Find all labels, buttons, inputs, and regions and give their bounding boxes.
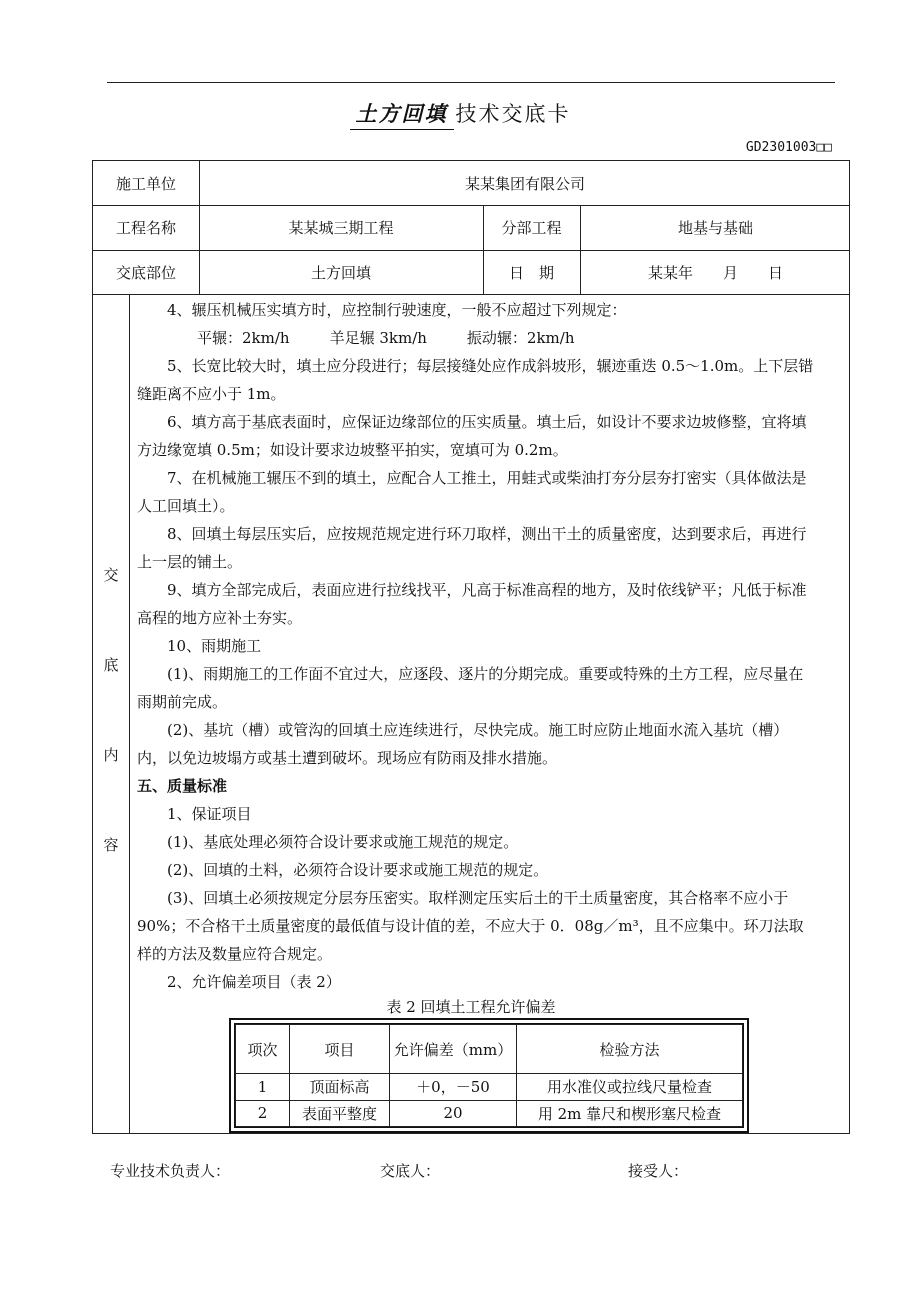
item-8: 8、回填土每层压实后，应按规范规定进行环刀取样，测出干土的质量密度，达到要求后，再进行上一层的铺土。 — [137, 525, 807, 571]
table-caption: 表 2 回填土工程允许偏差 — [386, 998, 556, 1016]
table-header-cell: 检验方法 — [517, 1025, 743, 1074]
unit-value: 某某集团有限公司 — [464, 174, 585, 193]
table-cell: 用 2m 靠尺和楔形塞尺检查 — [517, 1100, 743, 1127]
section-5-1-2: (2)、回填的土料，必须符合设计要求或施工规范的规定。 — [167, 861, 549, 879]
table-header-row — [236, 1025, 743, 1074]
side-char: 交 — [103, 566, 119, 584]
part-value: 土方回填 — [310, 263, 371, 282]
section-5-1: 1、保证项目 — [167, 805, 252, 823]
unit-label: 施工单位 — [115, 174, 176, 193]
tech-lead-signature: 专业技术负责人： — [110, 1162, 231, 1180]
table-row — [236, 1100, 743, 1127]
project-value: 某某城三期工程 — [288, 219, 394, 237]
sub-project-value: 地基与基础 — [677, 219, 753, 237]
table-cell: 用水准仪或拉线尺量检查 — [517, 1074, 743, 1101]
part-label: 交底部位 — [115, 263, 176, 282]
date-label: 日 期 — [508, 263, 554, 282]
section-5-1-1: (1)、基底处理必须符合设计要求或施工规范的规定。 — [167, 833, 519, 851]
side-char: 底 — [103, 656, 119, 674]
row-divider — [93, 294, 849, 295]
table-header-cell: 项目 — [290, 1025, 390, 1074]
sub-project-label: 分部工程 — [501, 219, 562, 237]
table-cell: 顶面标高 — [290, 1074, 390, 1101]
tolerance-table — [229, 1018, 749, 1133]
table-cell: 1 — [236, 1074, 290, 1101]
top-rule — [107, 82, 835, 83]
disclosure-content — [137, 296, 817, 996]
speed-vibratory-roller: 振动辗：2km/h — [466, 329, 575, 347]
table-row — [236, 1074, 743, 1101]
document-code: GD2301003□□ — [745, 140, 832, 155]
section-5-1-3: (3)、回填土必须按规定分层夯压密实。取样测定压实后土的干土质量密度，其合格率不应小于 90%；不合格干土质量密度的最低值与设计值的差，不应大于 0．08g／m³，且不应集中。环刀法取样的方法及数量应符合规定。 — [137, 889, 804, 963]
receiver-signature: 接受人： — [628, 1162, 689, 1180]
item-10-2: (2)、基坑（槽）或管沟的回填土应连续进行，尽快完成。施工时应防止地面水流入基坑（槽）内，以免边坡塌方或基土遭到破坏。现场应有防雨及排水措施。 — [137, 721, 789, 767]
title-subject: 土方回填 — [350, 98, 454, 130]
item-6: 6、填方高于基底表面时，应保证边缘部位的压实质量。填土后，如设计不要求边坡修整，宜将填方边缘宽填 0.5m；如设计要求边坡整平拍实，宽填可为 0.2m。 — [137, 413, 807, 459]
project-label: 工程名称 — [115, 219, 176, 237]
date-value: 某某年 月 日 — [647, 263, 783, 282]
section-5-2: 2、允许偏差项目（表 2） — [167, 973, 341, 991]
speed-sheepsfoot-roller: 羊足辗 3km/h — [329, 329, 427, 347]
side-char: 内 — [103, 746, 119, 764]
speed-flat-roller: 平辗：2km/h — [197, 329, 290, 347]
title-main: 技术交底卡 — [455, 102, 571, 126]
table-cell: 表面平整度 — [290, 1100, 390, 1127]
table-cell: ＋0，－50 — [390, 1074, 517, 1101]
item-7: 7、在机械施工辗压不到的填土，应配合人工推土，用蛙式或柴油打夯分层夯打密实（具体做法是人工回填土）。 — [137, 469, 807, 515]
table-cell: 2 — [236, 1100, 290, 1127]
disclosure-card-frame — [92, 160, 850, 1134]
section-5-heading: 五、质量标准 — [137, 777, 228, 795]
item-9: 9、填方全部完成后，表面应进行拉线找平，凡高于标准高程的地方，及时依线铲平；凡低于标准高程的地方应补土夯实。 — [137, 581, 807, 627]
item-10-1: (1)、雨期施工的工作面不宜过大，应逐段、逐片的分期完成。重要或特殊的土方工程，应尽量在雨期前完成。 — [137, 665, 804, 711]
table-header-cell: 允许偏差（mm） — [390, 1025, 517, 1074]
table-header-cell: 项次 — [236, 1025, 290, 1074]
item-4: 4、辗压机械压实填方时，应控制行驶速度，一般不应超过下列规定： — [167, 301, 627, 319]
item-5: 5、长宽比较大时，填土应分段进行；每层接缝处应作成斜坡形，辗迹重迭 0.5～1.0m。上下层错缝距离不应小于 1m。 — [137, 357, 814, 403]
page-title — [0, 98, 920, 130]
item-10: 10、雨期施工 — [167, 637, 262, 655]
speed-limits — [137, 324, 817, 352]
table-cell: 20 — [390, 1100, 517, 1127]
side-char: 容 — [103, 836, 119, 854]
presenter-signature: 交底人： — [380, 1162, 441, 1180]
